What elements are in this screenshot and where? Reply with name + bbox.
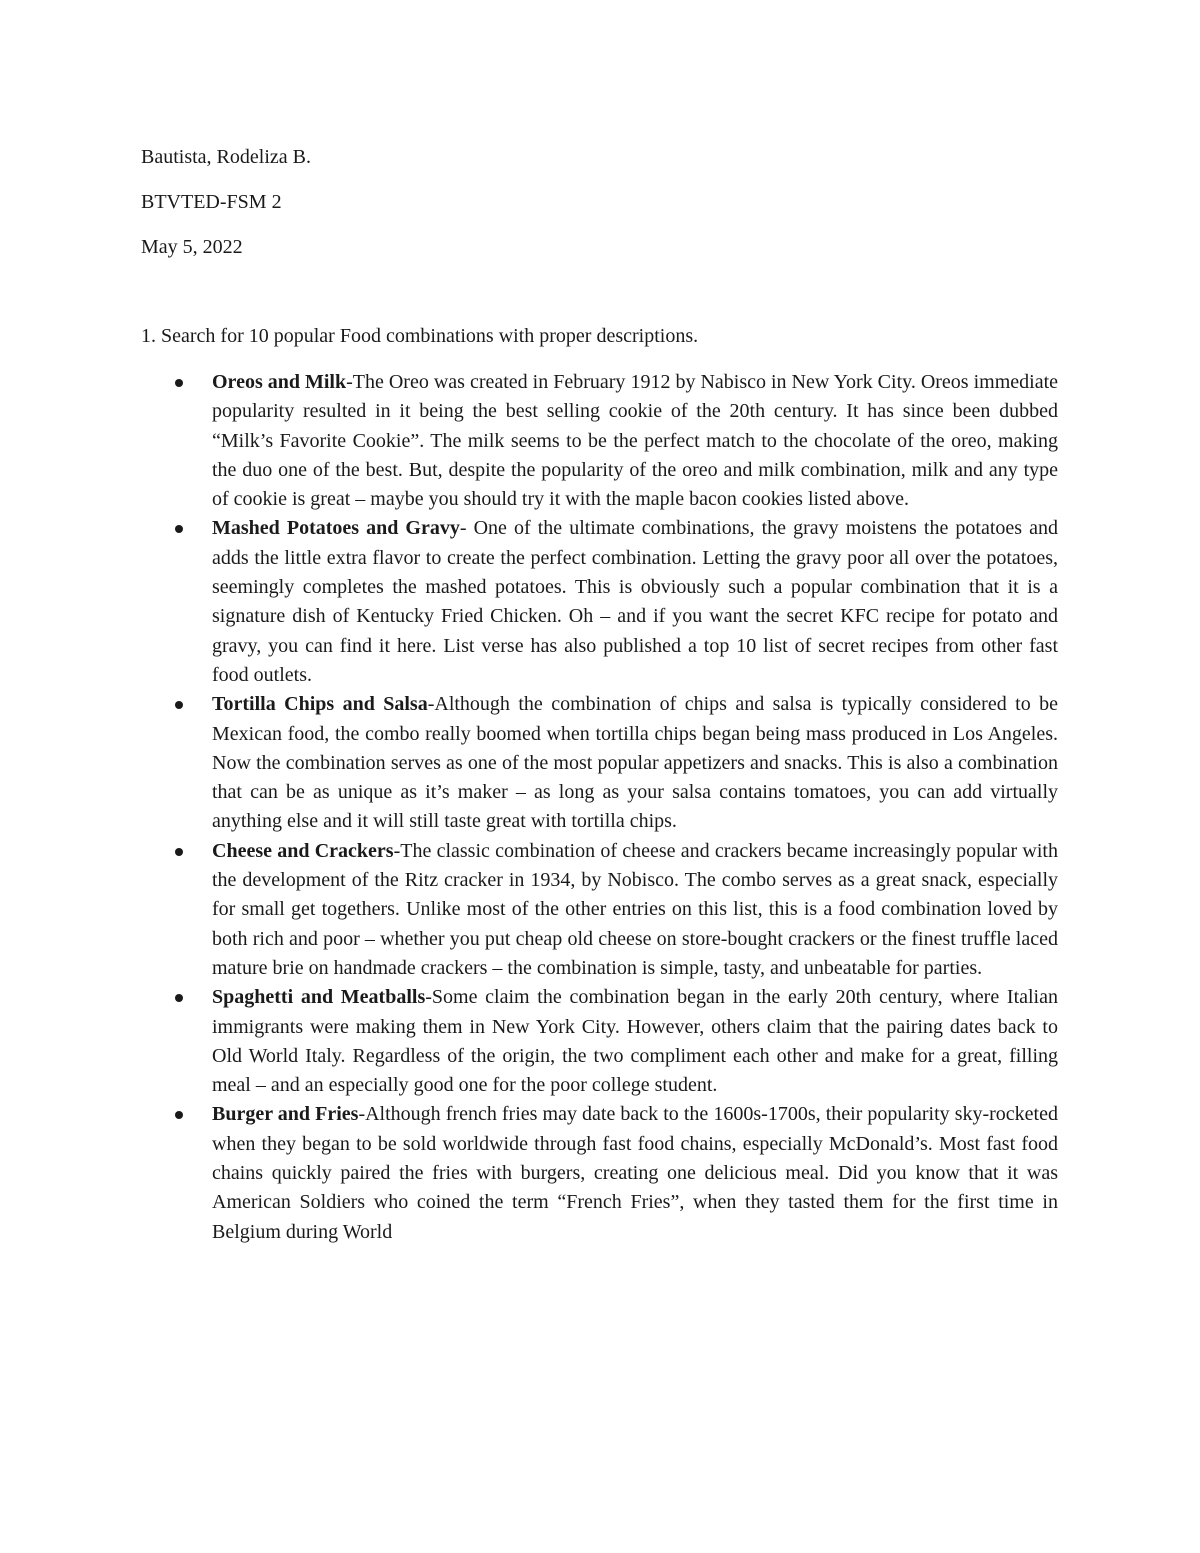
combination-name: Tortilla Chips and Salsa — [212, 693, 428, 716]
combination-name: Burger and Fries — [212, 1103, 359, 1126]
bullet-icon — [175, 379, 183, 387]
combination-description: - One of the ultimate combinations, the gravy moistens the potatoes and adds the little extra flavor to create the perfect combination. Letting the gravy poor all over the potatoes, seemingly completes the mashed potatoes. This is obviously such a popular combination that it is a signature dish of Kentucky Fried Chicken. Oh – and if you want the secret KFC recipe for potato and gravy, you can find it here. List verse has also published a top 10 list of secret recipes from other fast food outlets. — [212, 517, 1058, 686]
list-item — [212, 514, 1058, 690]
combination-name: Oreos and Milk — [212, 371, 347, 393]
list-item — [212, 690, 1058, 836]
bullet-icon — [175, 994, 183, 1002]
combination-description: -The Oreo was created in February 1912 by Nabisco in New York City. Oreos immediate popularity resulted in it being the best selling cookie of the 20th century. It has since been dubbed “Milk’s Favorite Cookie”. The milk seems to be the perfect match to the chocolate of the oreo, making the duo one of the best. But, despite the popularity of the oreo and milk combination, milk and any type of cookie is great – maybe you should try it with the maple bacon cookies listed above. — [212, 371, 1059, 511]
bullet-icon — [175, 701, 183, 709]
combination-description: -Some claim the combination began in the early 20th century, where Italian immigrants were making them in New York City. However, others claim that the pairing dates back to Old World Italy. Regardless of the origin, the two compliment each other and make for a great, filling meal – and an especially good one for the poor college student. — [212, 986, 1058, 1097]
combination-description: -Although french fries may date back to the 1600s-1700s, their popularity sky-rocketed when they began to be sold worldwide through fast food chains, especially McDonald’s. Most fast food chains quickly paired the fries with burgers, creating one delicious meal. Did you know that it was American Soldiers who coined the term “French Fries”, when they tasted them for the first time in Belgium during World — [212, 1103, 1058, 1243]
combination-description: -The classic combination of cheese and crackers became increasingly popular with the development of the Ritz cracker in 1934, by Nobisco. The combo serves as a great snack, especially for small get togethers. Unlike most of the other entries on this list, this is a food combination loved by both rich and poor – whether you put cheap old cheese on store-bought crackers or the finest truffle laced mature brie on handmade crackers – the combination is simple, tasty, and unbeatable for parties. — [212, 839, 1058, 979]
course-section: BTVTED-FSM 2 — [141, 191, 282, 213]
list-item — [212, 837, 1058, 983]
combination-name: Mashed Potatoes and Gravy — [212, 517, 460, 540]
student-name: Bautista, Rodeliza B. — [141, 146, 311, 168]
document-date: May 5, 2022 — [141, 236, 243, 258]
combination-name: Spaghetti and Meatballs — [212, 986, 426, 1009]
bullet-icon — [175, 1111, 183, 1119]
list-item — [212, 983, 1058, 1100]
bullet-icon — [175, 525, 183, 533]
food-combination-list — [212, 368, 1058, 1247]
combination-name: Cheese and Crackers — [212, 839, 394, 862]
question-prompt: 1. Search for 10 popular Food combinations with proper descriptions. — [141, 325, 699, 347]
bullet-icon — [175, 848, 183, 856]
combination-description: -Although the combination of chips and salsa is typically considered to be Mexican food, the combo really boomed when tortilla chips began being mass produced in Los Angeles. Now the combination serves as one of the most popular appetizers and snacks. This is also a combination that can be as unique as it’s maker – as long as your salsa contains tomatoes, you can add virtually anything else and it will still taste great with tortilla chips. — [212, 693, 1058, 833]
list-item — [212, 1100, 1058, 1246]
list-item — [212, 368, 1058, 514]
